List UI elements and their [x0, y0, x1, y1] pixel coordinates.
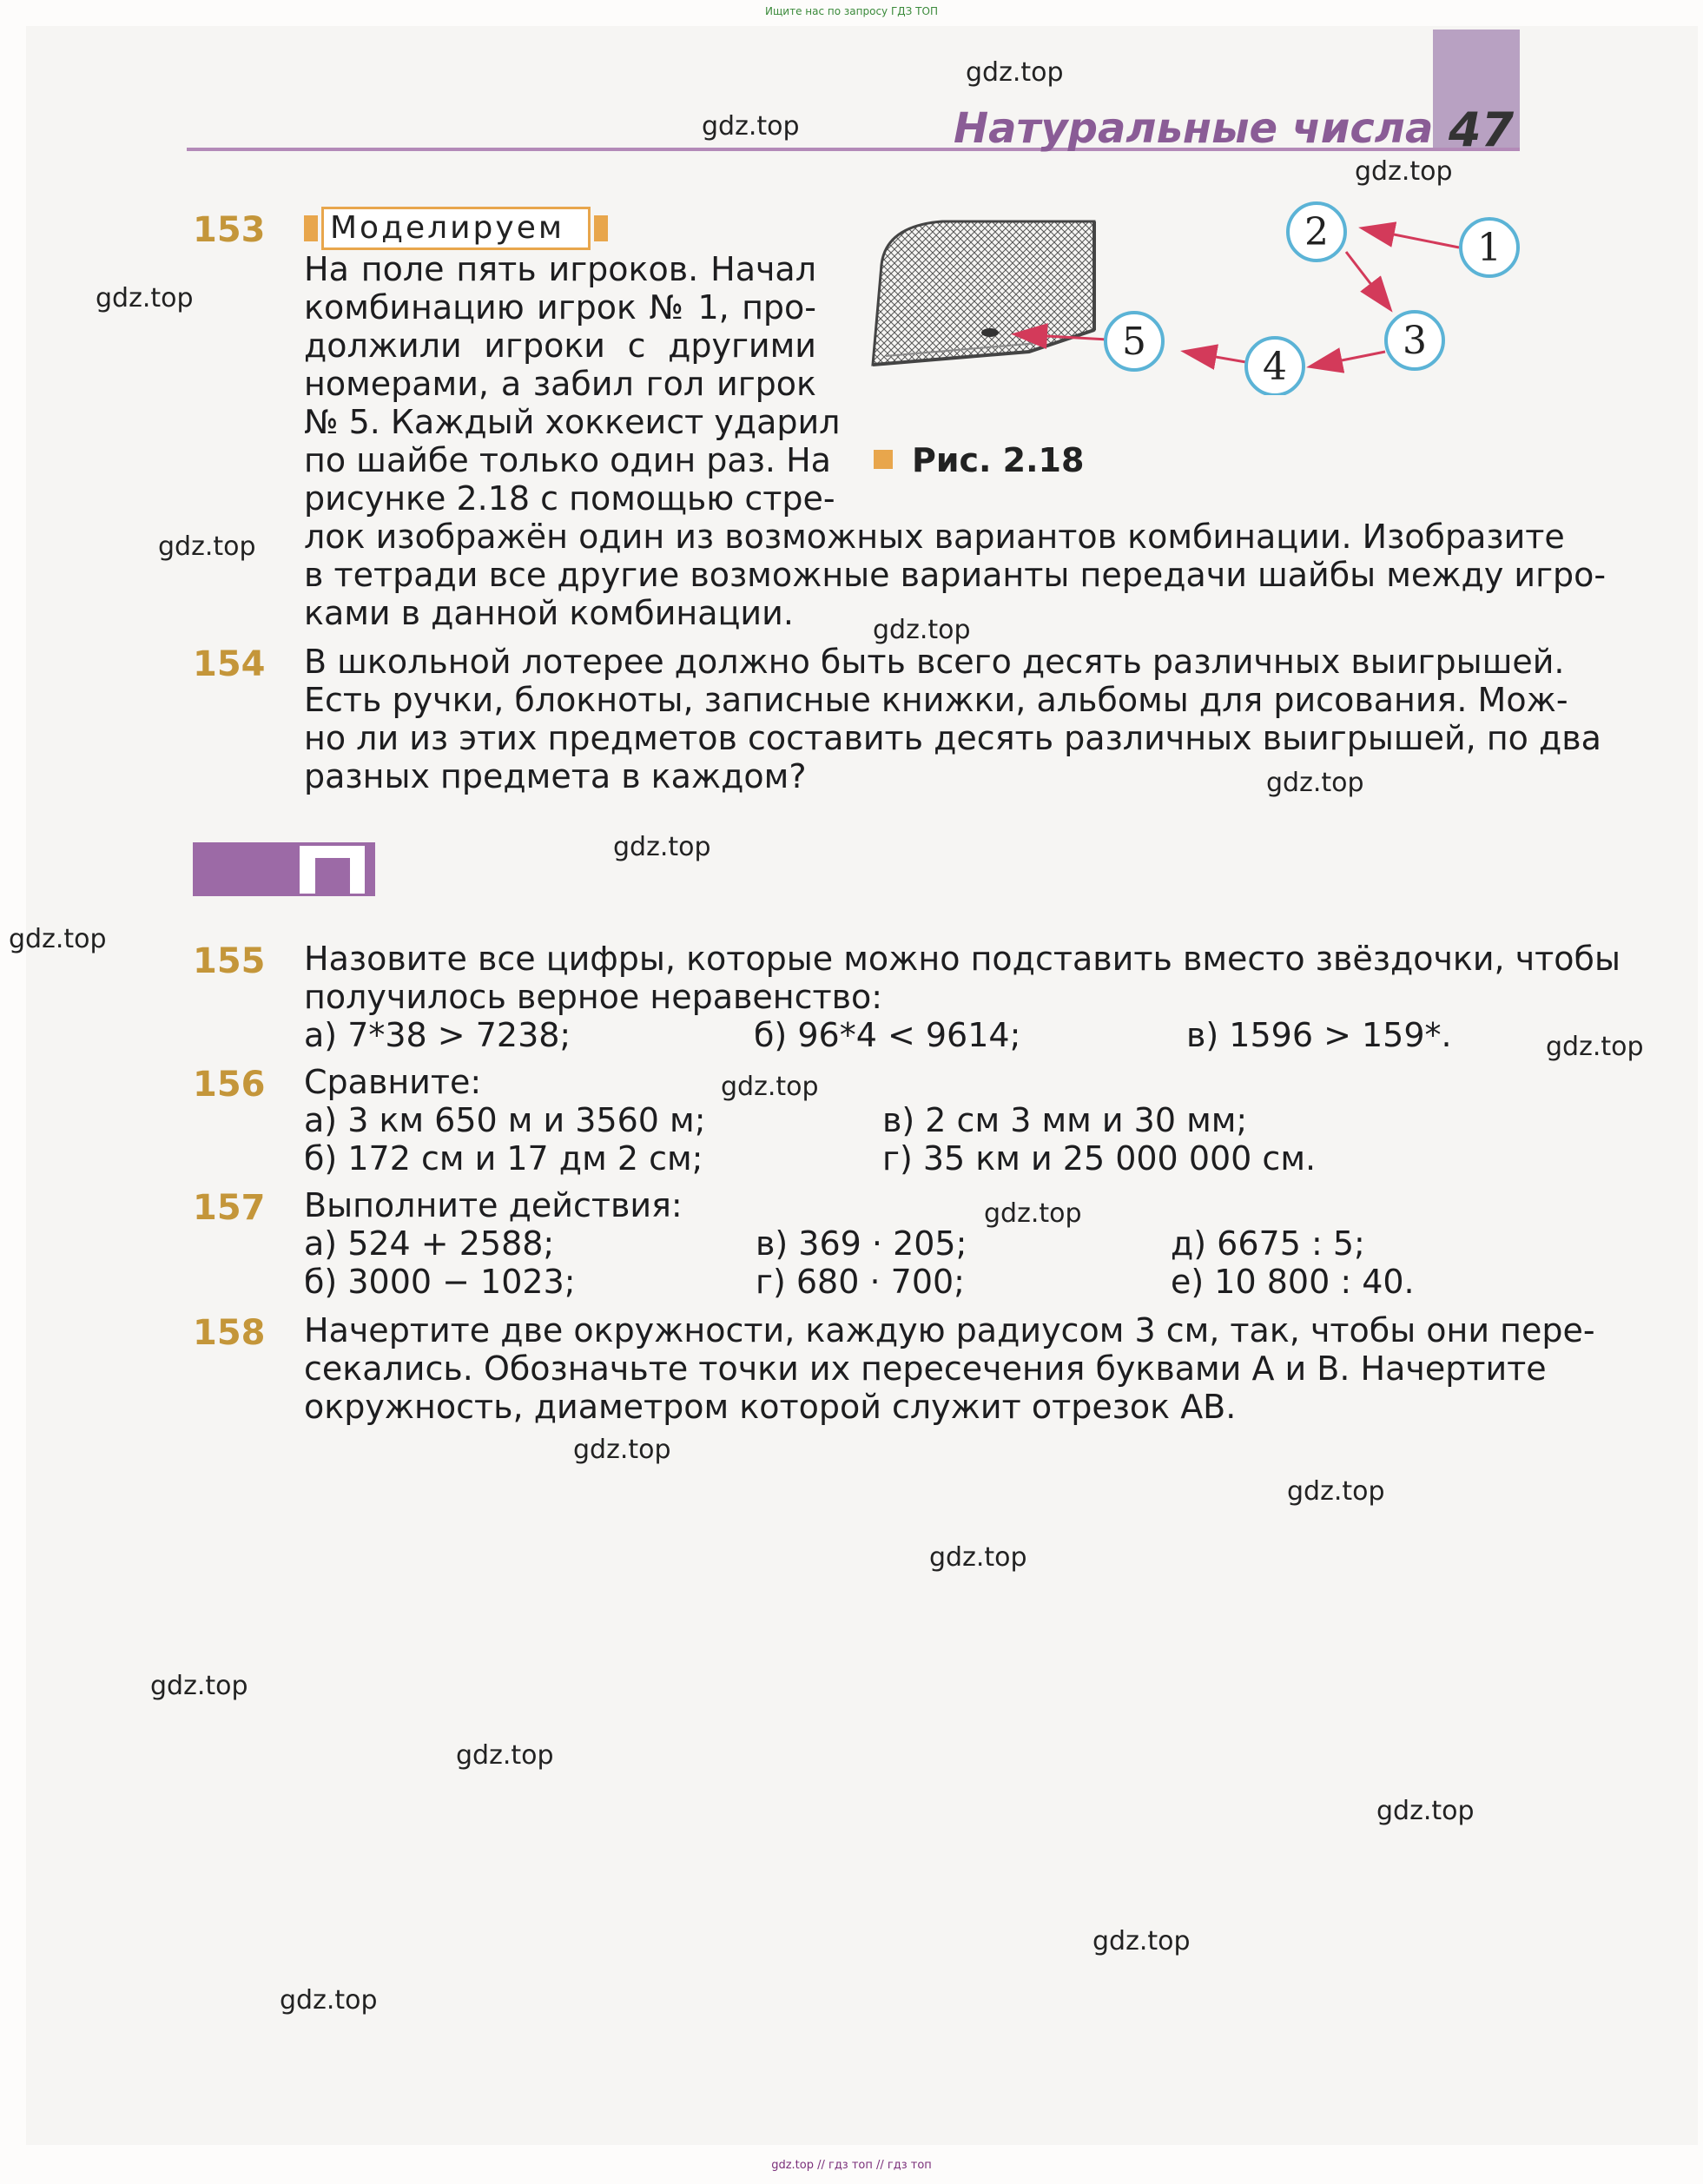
- p153-line-9: в тетради все другие возможные варианты передачи шайбы между игро-: [304, 556, 1607, 594]
- problem-number-155: 155: [193, 941, 266, 981]
- node-2: [1288, 203, 1345, 261]
- p156-item-c: в) 2 см 3 мм и 30 мм;: [882, 1101, 1248, 1139]
- watermark: gdz.top: [573, 1435, 671, 1465]
- p155-item-c: в) 1596 > 159*.: [1186, 1016, 1452, 1054]
- watermark: gdz.top: [158, 531, 256, 562]
- watermark: gdz.top: [150, 1671, 248, 1701]
- p154-line-2: Есть ручки, блокноты, записные книжки, альбомы для рисования. Мож-: [304, 681, 1568, 719]
- watermark: gdz.top: [1376, 1796, 1475, 1826]
- watermark: gdz.top: [721, 1072, 819, 1102]
- watermark: gdz.top: [1266, 768, 1364, 798]
- p154-line-4: разных предмета в каждом?: [304, 757, 807, 795]
- watermark: gdz.top: [456, 1740, 554, 1771]
- problem-number-157: 157: [193, 1188, 266, 1228]
- p153-line-7: рисунке 2.18 с помощью стре-: [304, 479, 835, 518]
- problem-number-153: 153: [193, 210, 266, 250]
- hockey-goal-icon: [873, 221, 1094, 365]
- watermark: gdz.top: [96, 283, 194, 313]
- p156-item-b: б) 172 см и 17 дм 2 см;: [304, 1139, 703, 1178]
- p157-item-b: б) 3000 − 1023;: [304, 1263, 576, 1301]
- p157-title: Выполните действия:: [304, 1186, 683, 1224]
- p155-item-b: б) 96*4 < 9614;: [754, 1016, 1021, 1054]
- modeling-label: [304, 207, 608, 250]
- p156-title: Сравните:: [304, 1063, 482, 1101]
- figure-caption: Рис. 2.18: [912, 441, 1085, 479]
- svg-text:5: 5: [1122, 320, 1146, 364]
- arrow-3-to-4: [1311, 352, 1385, 366]
- watermark: gdz.top: [1546, 1032, 1644, 1062]
- p153-line-5: № 5. Каждый хоккеист ударил: [304, 403, 841, 441]
- svg-text:4: 4: [1263, 345, 1287, 389]
- arrow-2-to-3: [1346, 252, 1389, 308]
- figure-2-18: [860, 187, 1528, 395]
- p155-line-2: получилось верное неравенство:: [304, 978, 883, 1016]
- page-number: 47: [1449, 102, 1515, 157]
- bottom-note: gdz.top // гдз топ // гдз топ: [771, 2159, 932, 2172]
- watermark: gdz.top: [280, 1985, 378, 2016]
- figure-caption-marker: [874, 450, 893, 469]
- problem-number-158: 158: [193, 1313, 266, 1353]
- p155-line-1: Назовите все цифры, которые можно подставить вместо звёздочки, чтобы: [304, 940, 1620, 978]
- problem-number-156: 156: [193, 1065, 266, 1105]
- p153-line-1: На поле пять игроков. Начал: [304, 250, 816, 288]
- watermark: gdz.top: [929, 1542, 1027, 1573]
- p153-line-8: лок изображён один из возможных вариантов комбинации. Изобразите: [304, 518, 1565, 556]
- arrow-1-to-2: [1363, 228, 1459, 247]
- svg-text:3: 3: [1403, 319, 1427, 363]
- watermark: gdz.top: [1287, 1476, 1385, 1507]
- p157-item-a: а) 524 + 2588;: [304, 1224, 555, 1263]
- watermark: gdz.top: [1355, 156, 1453, 187]
- p158-line-2: секались. Обозначьте точки их пересечения буквами A и B. Начертите: [304, 1349, 1547, 1388]
- modeling-label-text: Моделируем: [330, 210, 564, 246]
- p155-item-a: а) 7*38 > 7238;: [304, 1016, 571, 1054]
- p154-line-1: В школьной лотерее должно быть всего десять различных выигрышей.: [304, 643, 1565, 681]
- watermark: gdz.top: [966, 57, 1064, 88]
- watermark: gdz.top: [1092, 1926, 1191, 1956]
- p153-line-6: по шайбе только один раз. На: [304, 441, 831, 479]
- node-4: [1246, 338, 1304, 395]
- header-title: Натуральные числа: [954, 104, 1434, 153]
- p156-item-d: г) 35 км и 25 000 000 см.: [882, 1139, 1317, 1178]
- watermark: gdz.top: [873, 615, 971, 645]
- p153-line-4: номерами, а забил гол игрок: [304, 365, 816, 403]
- node-3: [1386, 312, 1443, 369]
- watermark: gdz.top: [613, 832, 711, 862]
- p157-item-f: е) 10 800 : 40.: [1171, 1263, 1415, 1301]
- svg-text:1: 1: [1477, 226, 1502, 270]
- p153-line-10: ками в данной комбинации.: [304, 594, 794, 632]
- node-1: [1461, 219, 1518, 276]
- p158-line-3: окружность, диаметром которой служит отрезок AB.: [304, 1388, 1237, 1426]
- p157-item-d: г) 680 · 700;: [756, 1263, 965, 1301]
- section-letter: [300, 846, 365, 894]
- p153-line-3: должили игроки с другими: [304, 327, 816, 365]
- svg-text:2: 2: [1304, 210, 1329, 254]
- problem-number-154: 154: [193, 644, 266, 684]
- watermark: gdz.top: [9, 924, 107, 954]
- p156-item-a: а) 3 км 650 м и 3560 м;: [304, 1101, 706, 1139]
- top-note: Ищите нас по запросу ГДЗ ТОП: [765, 5, 938, 17]
- p154-line-3: но ли из этих предметов составить десять различных выигрышей, по два: [304, 719, 1601, 757]
- p158-line-1: Начертите две окружности, каждую радиусом 3 см, так, чтобы они пере-: [304, 1311, 1595, 1349]
- watermark: gdz.top: [984, 1198, 1082, 1229]
- p157-item-c: в) 369 · 205;: [756, 1224, 967, 1263]
- watermark: gdz.top: [702, 111, 800, 142]
- p153-line-2: комбинацию игрок № 1, про-: [304, 288, 816, 327]
- puck-icon: [981, 328, 999, 337]
- p157-item-e: д) 6675 : 5;: [1171, 1224, 1365, 1263]
- node-5: [1106, 313, 1163, 370]
